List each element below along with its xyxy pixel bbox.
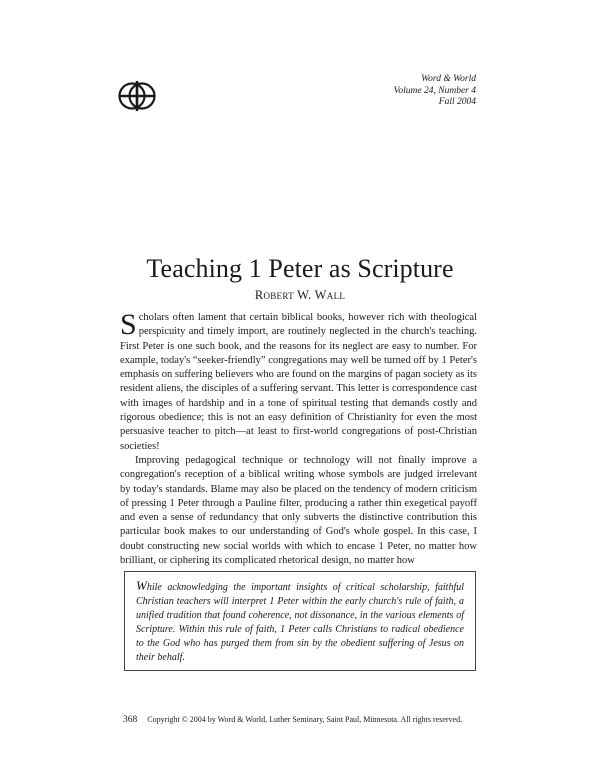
copyright-notice: Copyright © 2004 by Word & World, Luther Seminary, Saint Paul, Minnesota. All rights reserved. bbox=[147, 715, 463, 724]
journal-info bbox=[394, 74, 476, 109]
journal-name: Word & World bbox=[421, 74, 476, 84]
page-footer bbox=[123, 715, 462, 725]
paragraph-1 bbox=[120, 308, 477, 454]
article-author: Robert W. Wall bbox=[254, 288, 346, 302]
page-number: 368 bbox=[123, 715, 138, 725]
journal-logo-icon bbox=[117, 76, 157, 116]
drop-cap: S bbox=[120, 308, 137, 341]
article-body bbox=[120, 308, 477, 568]
pull-quote bbox=[124, 571, 476, 671]
paragraph-2: Improving pedagogical technique or technology will not finally improve a congregation's reception of a biblical writing whose symbols are judged irrelevant by today's standards. Blame may also be placed on the tendency of modern criticism of pressing 1 Peter through a Pauline filter, producing a rather thin exegetical payoff and even a sense of redundancy that only subverts the distinctive contribution this particular book makes to our understanding of God's whole gospel. In this case, I doubt constructing new social worlds with which to encase 1 Peter, no matter how brilliant, or ciphering its complicated rhetorical design, no matter how bbox=[120, 454, 477, 567]
journal-volume: Volume 24, Number 4 bbox=[393, 85, 476, 96]
pull-quote-text: hile acknowledging the important insights of critical scholarship, faithful Christian teachers will interpret 1 Peter within the early church's rule of faith, a unified tradition that found coherence, not dissonance, in the various elements of Scripture. Within this rule of faith, 1 Peter calls Christians to radical obedience to the God who has purged them from sin by the obedient suffering of Jesus on their behalf. bbox=[136, 582, 464, 663]
pull-quote-initial: W bbox=[136, 578, 147, 593]
paragraph-1-text: cholars often lament that certain biblical books, however rich with theological perspicuity and timely import, are routinely neglected in the church's teaching. First Peter is one such book, and the reasons for its neglect are easy to number. For example, today's “seeker-friendly” congregations may well be turned off by 1 Peter's emphasis on suffering believers who are found on the margins of pagan society as its resident aliens, the disciples of a suffering servant. This letter is correspondence cast with images of hardship and in a tone of spiritual testing that demands costly and rigorous obedience; this is not an easy definition of Christianity for even the most persuasive teacher to pitch—at least to first-world congregations of post-Christian societies! bbox=[120, 312, 477, 452]
journal-issue: Fall 2004 bbox=[438, 97, 476, 107]
article-title: Teaching 1 Peter as Scripture bbox=[146, 254, 454, 283]
